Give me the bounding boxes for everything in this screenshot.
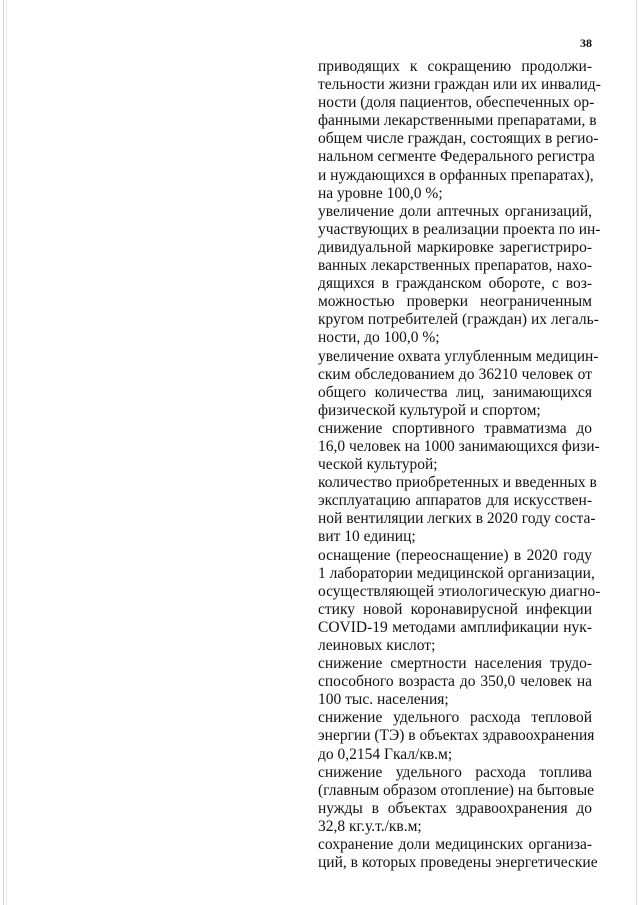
text-column: [318, 58, 601, 872]
text-line: ности, до 100,0 %;: [318, 329, 440, 347]
text-line: ной вентиляции легких в 2020 году соста-: [318, 510, 596, 528]
text-line: вит 10 единиц;: [318, 528, 416, 546]
paragraph: [318, 58, 601, 203]
text-line: 16,0 человек на 1000 занимающихся физи-: [318, 437, 600, 455]
text-line: дящихся в гражданском обороте, с воз-: [318, 275, 592, 293]
text-line: ванных лекарственных препаратов, нахо-: [318, 257, 592, 275]
paragraph: [318, 836, 598, 872]
text-line: снижение удельного расхода тепловой: [318, 709, 592, 727]
text-line: энергии (ТЭ) в объектах здравоохранения: [318, 727, 595, 745]
text-line: COVID-19 методами амплификации нук-: [318, 618, 592, 636]
text-line: общем числе граждан, состоящих в регио-: [318, 130, 599, 148]
text-line: увеличение доли аптечных организаций,: [318, 202, 592, 220]
text-line: приводящих к сокращению продолжи-: [318, 58, 592, 75]
text-line: дивидуальной маркировке зарегистриро-: [318, 238, 592, 256]
text-line: оснащение (переоснащение) в 2020 году: [318, 546, 592, 564]
text-line: (главным образом отопление) на бытовые: [318, 781, 595, 799]
text-line: фанными лекарственными препаратами, в: [318, 112, 597, 130]
text-line: осуществляющей этиологическую диагно-: [318, 582, 601, 600]
text-line: снижение смертности населения трудо-: [318, 655, 592, 673]
text-line: общего количества лиц, занимающихся: [318, 383, 592, 401]
text-line: снижение удельного расхода топлива: [318, 763, 592, 781]
page-number: 38: [580, 36, 592, 50]
text-line: ским обследованием до 36210 человек от: [318, 365, 592, 383]
text-line: леиновых кислот;: [318, 637, 436, 654]
text-line: снижение спортивного травматизма до: [318, 419, 592, 437]
text-line: можностью проверки неограниченным: [318, 293, 592, 311]
text-line: участвующих в реализации проекта по ин-: [318, 220, 601, 238]
text-line: на уровне 100,0 %;: [318, 184, 443, 202]
paragraph: [318, 763, 595, 836]
text-line: кругом потребителей (граждан) их легаль-: [318, 311, 599, 329]
text-line: ности (доля пациентов, обеспеченных ор-: [318, 94, 595, 112]
text-line: ческой культурой;: [318, 456, 438, 474]
text-line: 32,8 кг.у.т./кв.м;: [318, 817, 422, 835]
paragraph: [318, 347, 599, 420]
text-line: и нуждающихся в орфанных препаратах),: [318, 166, 594, 184]
paragraph: [318, 655, 592, 709]
text-line: 1 лаборатории медицинской организации,: [318, 564, 595, 582]
text-line: нальном сегменте Федерального регистра: [318, 148, 595, 166]
text-line: способного возраста до 350,0 человек на: [318, 673, 592, 691]
text-line: тельности жизни граждан или их инвалид-: [318, 76, 601, 94]
text-line: физической культурой и спортом;: [318, 401, 541, 419]
scan-edge-right: [636, 0, 637, 905]
text-line: сохранение доли медицинских организа-: [318, 836, 592, 854]
paragraph: [318, 546, 601, 656]
paragraph: [318, 202, 601, 348]
paragraph: [318, 474, 597, 546]
text-line: количество приобретенных и введенных в: [318, 474, 597, 492]
paragraph: [318, 419, 600, 474]
text-line: стику новой коронавирусной инфекции: [318, 600, 592, 618]
text-line: увеличение охвата углубленным медицин-: [318, 347, 599, 365]
paragraph: [318, 709, 595, 763]
text-line: 100 тыс. населения;: [318, 691, 449, 709]
scan-edge-left-inner: [6, 0, 7, 905]
text-line: до 0,2154 Гкал/кв.м;: [318, 745, 453, 763]
text-line: эксплуатацию аппаратов для искусствен-: [318, 492, 592, 510]
scan-edge-left: [3, 0, 4, 905]
text-line: нужды в объектах здравоохранения до: [318, 799, 592, 817]
text-line: ций, в которых проведены энергетические: [318, 854, 598, 872]
